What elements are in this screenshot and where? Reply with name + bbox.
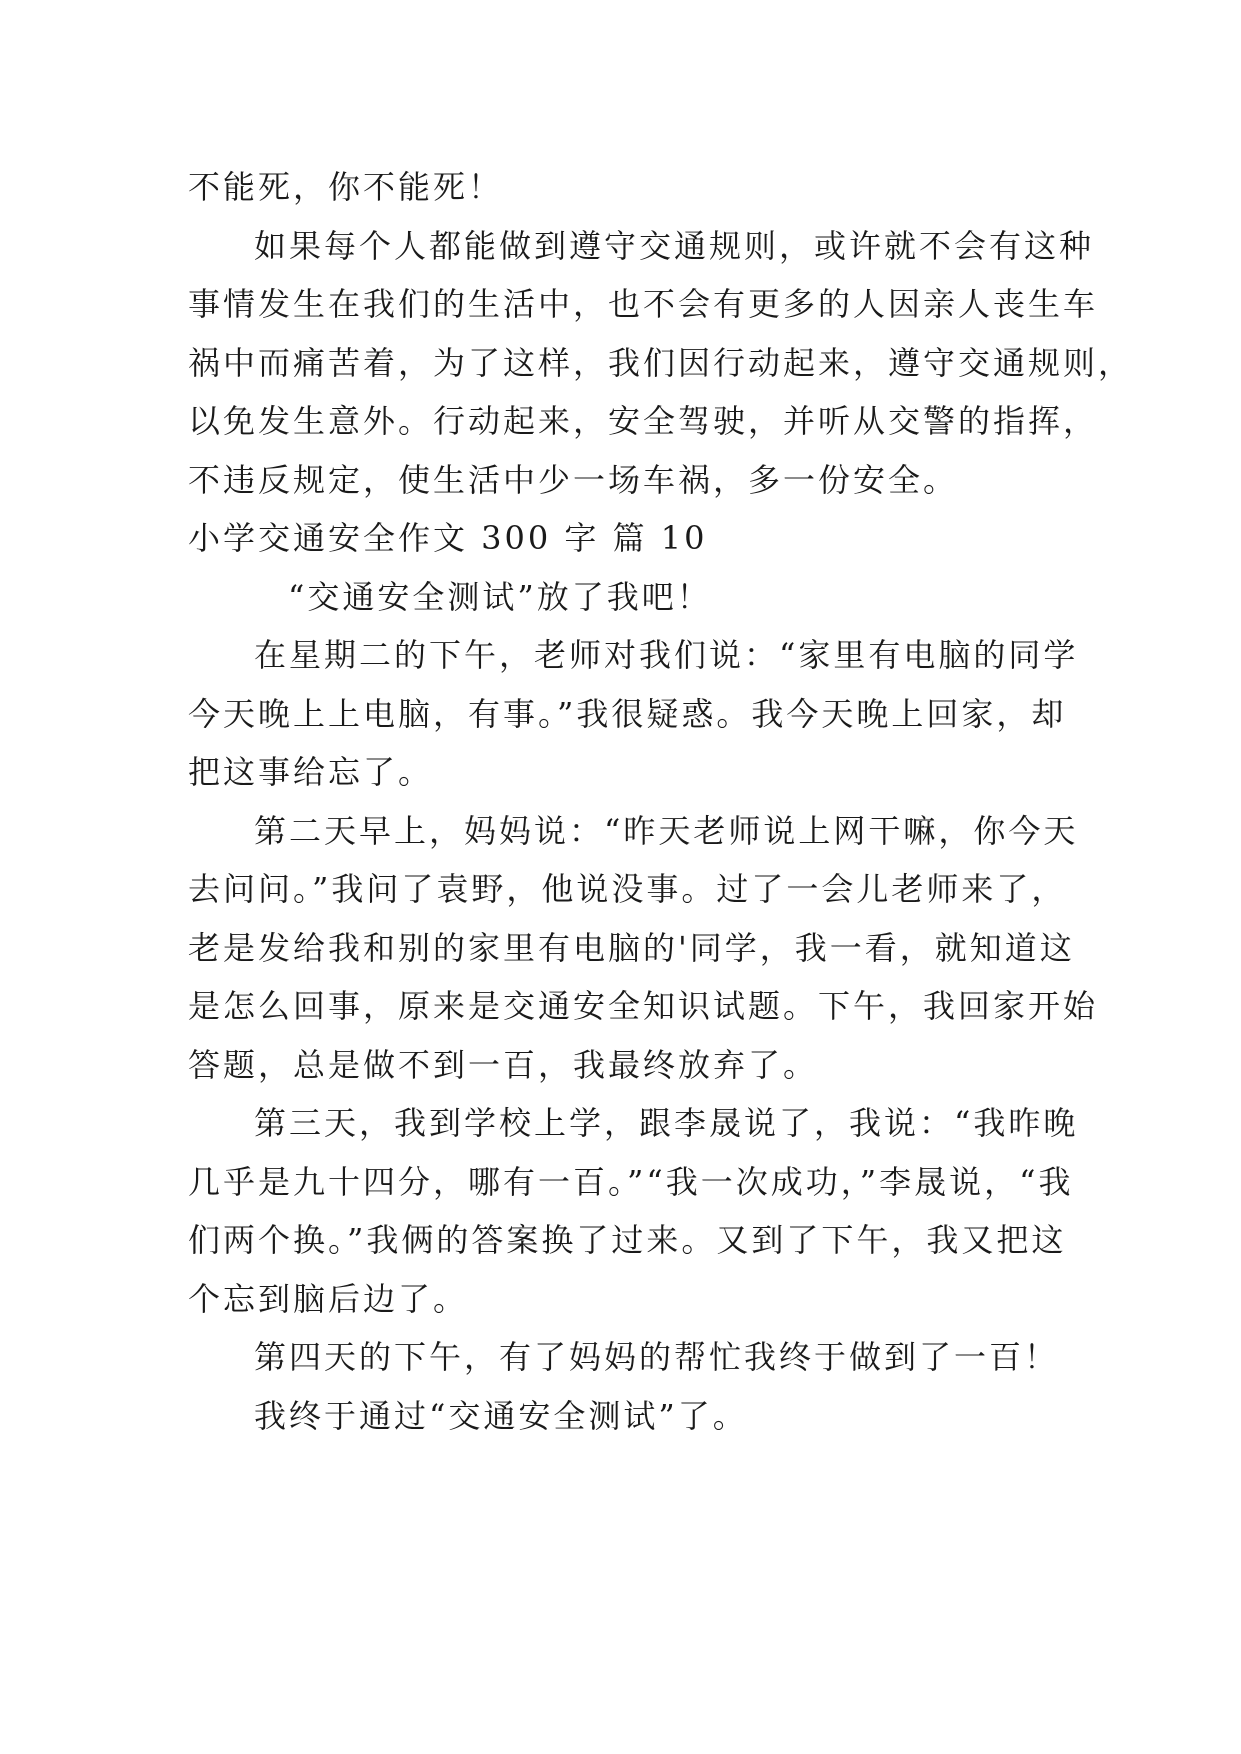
- text-line: 个忘到脑后边了。: [188, 1279, 469, 1318]
- paragraph-start-line: 如果每个人都能做到遵守交通规则，或许就不会有这种: [254, 226, 1095, 265]
- text-line: 祸中而痛苦着，为了这样，我们因行动起来，遵守交通规则，: [188, 343, 1134, 382]
- text-line: 今天晚上上电脑，有事。”我很疑惑。我今天晚上回家，却: [188, 694, 1067, 733]
- text-line: 去问问。”我问了袁野，他说没事。过了一会儿老师来了，: [188, 870, 1067, 908]
- text-line: 老是发给我和别的家里有电脑的'同学，我一看，就知道这: [188, 928, 1075, 967]
- paragraph-start-line: 第二天早上，妈妈说：“昨天老师说上网干嘛，你今天: [254, 811, 1079, 850]
- text-line: 不违反规定，使生活中少一场车祸，多一份安全。: [188, 460, 959, 499]
- text-line: 答题，总是做不到一百，我最终放弃了。: [188, 1045, 819, 1084]
- paragraph-start-line: 第三天，我到学校上学，跟李晟说了，我说：“我昨晚: [254, 1104, 1079, 1142]
- text-line: 们两个换。”我俩的答案换了过来。又到了下午，我又把这: [188, 1221, 1067, 1259]
- paragraph-start-line: 第四天的下午，有了妈妈的帮忙我终于做到了一百！: [254, 1338, 1060, 1376]
- text-line: 是怎么回事，原来是交通安全知识试题。下午，我回家开始: [188, 987, 1099, 1025]
- essay-body: [188, 158, 1134, 1445]
- paragraph-start-line: 在星期二的下午，老师对我们说：“家里有电脑的同学: [254, 636, 1079, 674]
- text-line: 以免发生意外。行动起来，安全驾驶，并听从交警的指挥，: [188, 402, 1099, 440]
- paragraph-start-line: 我终于通过“交通安全测试”了。: [254, 1396, 748, 1435]
- text-line: 不能死，你不能死！: [188, 168, 504, 206]
- text-line: 把这事给忘了。: [188, 753, 434, 791]
- section-heading: 小学交通安全作文 300 字 篇 10: [188, 519, 708, 557]
- essay-title: “交通安全测试”放了我吧！: [288, 577, 712, 616]
- text-line: 几乎是九十四分，哪有一百。”“我一次成功，”李晟说，“我: [188, 1162, 1074, 1201]
- text-line: 事情发生在我们的生活中，也不会有更多的人因亲人丧生车: [188, 285, 1099, 323]
